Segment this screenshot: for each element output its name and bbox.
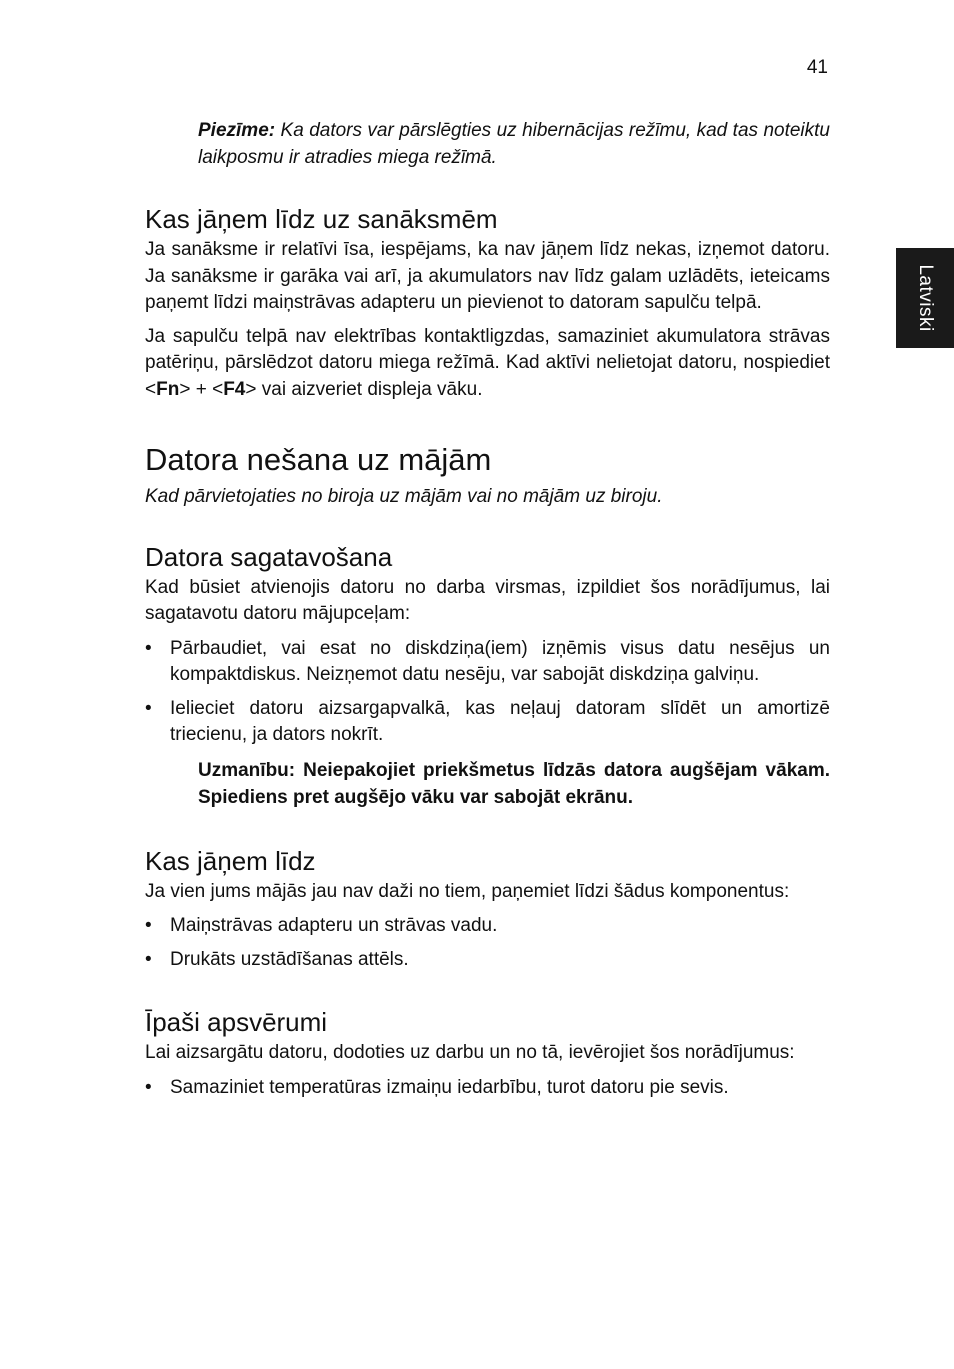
heading-special-considerations: Īpaši apsvērumi (145, 1007, 328, 1037)
key-fn: Fn (156, 378, 180, 400)
meetings-text-b: > + < (179, 378, 224, 400)
section-title-home: Datora nešana uz mājām (145, 442, 492, 477)
what-to-take-list (145, 913, 830, 973)
language-tab (896, 248, 954, 348)
note-text: Ka dators var pārslēgties uz hibernācijas režīmu, kad tas noteiktu laikposmu ir atradies miega režīmā. (198, 120, 830, 168)
list-item-text: Samaziniet temperatūras izmaiņu iedarbību, turot datoru pie sevis. (170, 1076, 729, 1098)
preparation-paragraph: Kad būsiet atvienojis datoru no darba virsmas, izpildiet šos norādījumus, lai sagatavotu datoru mājupceļam: (145, 576, 830, 624)
list-item (145, 636, 830, 689)
key-f4: F4 (223, 378, 246, 400)
heading-meetings: Kas jāņem līdz uz sanāksmēm (145, 204, 498, 234)
list-item (145, 947, 830, 974)
meetings-text-c: > vai aizveriet displeja vāku. (245, 378, 483, 400)
bullet: • (145, 915, 152, 936)
heading-preparation: Datora sagatavošana (145, 541, 393, 572)
page-content (145, 117, 830, 1101)
bullet: • (145, 1076, 152, 1098)
warning-note: Uzmanību: Neiepakojiet priekšmetus līdzās datora augšējam vākam. Spiediens pret augšējo vāku var sabojāt ekrānu. (198, 759, 830, 808)
list-item-text: Maiņstrāvas adapteru un strāvas vadu. (170, 915, 498, 936)
meetings-paragraph-2 (145, 324, 830, 404)
special-considerations-list (145, 1075, 830, 1102)
list-item (145, 1075, 830, 1102)
meetings-paragraph-1: Ja sanāksme ir relatīvi īsa, iespējams, ka nav jāņem līdz nekas, izņemot datoru. Ja sanāksme ir garāka vai arī, ja akumulators nav līdz galam uzlādēts, ieteicams paņemt līdzi maiņstrāvas adapteru un pievienot to datoram sapulču telpā. (145, 239, 830, 313)
meetings-text-a: Ja sapulču telpā nav elektrības kontaktligzdas, samaziniet akumulatora strāvas patēriņu, pārslēdzot datoru miega režīmā. Kad aktīvi nelietojat datoru, nospiediet < (145, 325, 830, 400)
list-item-text: Ielieciet datoru aizsargapvalkā, kas neļauj datoram slīdēt un amortizē triecienu, ja dators nokrīt. (170, 697, 830, 745)
language-tab-label: Latviski (915, 264, 936, 332)
home-lead: Kad pārvietojaties no biroja uz mājām vai no mājām uz biroju. (145, 486, 663, 507)
list-item (145, 696, 830, 749)
list-item (145, 913, 830, 940)
heading-what-to-take: Kas jāņem līdz (145, 845, 316, 876)
bullet: • (145, 948, 152, 970)
bullet: • (145, 697, 152, 719)
preparation-list (145, 636, 830, 749)
special-considerations-paragraph: Lai aizsargātu datoru, dodoties uz darbu un no tā, ievērojiet šos norādījumus: (145, 1042, 795, 1063)
page-number: 41 (806, 57, 828, 78)
bullet: • (145, 637, 152, 659)
note-label: Piezīme: (198, 120, 276, 141)
what-to-take-paragraph: Ja vien jums mājās jau nav daži no tiem, paņemiet līdzi šādus komponentus: (145, 880, 790, 902)
hibernation-note (198, 117, 830, 171)
list-item-text: Drukāts uzstādīšanas attēls. (170, 948, 409, 970)
list-item-text: Pārbaudiet, vai esat no diskdziņa(iem) izņēmis visus datu nesējus un kompaktdiskus. Neizņemot datu nesēju, var sabojāt diskdziņa galviņu. (170, 637, 830, 685)
